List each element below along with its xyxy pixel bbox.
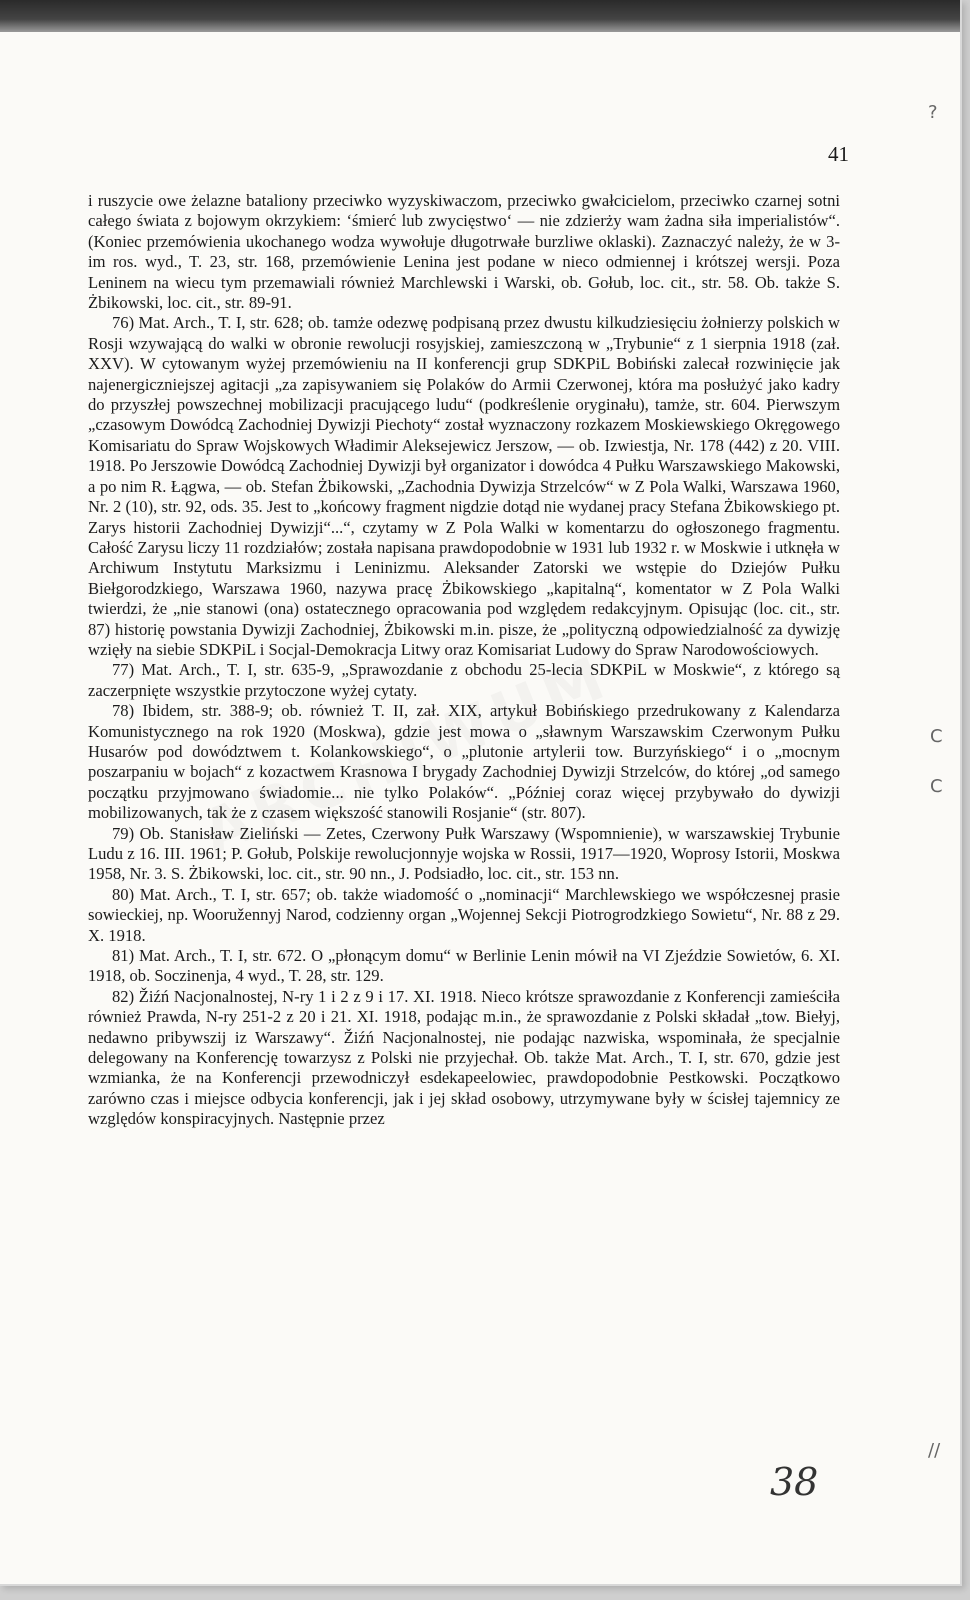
footnote-78: 78) Ibidem, str. 388-9; ob. również T. II, zał. XIX, artykuł Bobińskiego przedrukowany z Kalendarza Komunistycznego na rok 1920 (Moskwa), gdzie jest mowa o „sławnym Warszawskim Czerwonym Pułku Husarów pod dowództwem t. Kolankowskiego“, o „plutonie artylerii tow. Burzyńskiego“ i o „mocnym poszarpaniu w bojach“ z kozactwem Krasnowa I brygady Zachodniej Dywizji Strzelców, do której „od samego początku przyjmowano świadomie... nie tylko Polaków“. „Później coraz więcej przybywało do dywizji mobilizowanych, tak że z czasem większość stanowili Rosjanie“ (str. 807). [88, 701, 840, 823]
footnote-79: 79) Ob. Stanisław Zieliński — Zetes, Czerwony Pułk Warszawy (Wspomnienie), w warszawskiej Trybunie Ludu z 16. III. 1961; P. Gołub, Polskije rewolucjonnyje wojska w Rossii, 1917—1920, Woprosy Istorii, Moskwa 1958, Nr. 3. S. Żbikowski, loc. cit., str. 90 nn., J. Podsiadło, loc. cit., str. 153 nn. [88, 823, 840, 884]
footnotes-body [88, 191, 840, 1130]
margin-mark-3: C [930, 776, 943, 797]
margin-mark-4: // [928, 1440, 941, 1461]
paragraph-continuation: i ruszycie owe żelazne bataliony przeciwko wyzyskiwaczom, przeciwko gwałcicielom, przeciwko czarnej sotni całego świata z bojowym okrzykiem: ‘śmierć lub zwycięstwo‘ — nie zdzierży wam żadna siła imperialistów“. (Koniec przemówienia ukochanego wodza wywołuje długotrwałe burzliwe oklaski). Zaznaczyć należy, że w 3-im ros. wyd., T. 23, str. 168, przemówienie Lenina jest podane w nieco odmiennej i krótszej wersji. Poza Leninem na wiecu tym przemawiali również Marchlewski i Warski, ob. Gołub, loc. cit., str. 58. Ob. także S. Żbikowski, loc. cit., str. 89-91. [88, 191, 840, 313]
scan-top-edge [0, 0, 960, 32]
footnote-77: 77) Mat. Arch., T. I, str. 635-9, „Sprawozdanie z obchodu 25-lecia SDKPiL w Moskwie“, z którego są zaczerpnięte wszystkie przytoczone wyżej cytaty. [88, 660, 840, 700]
footnote-81: 81) Mat. Arch., T. I, str. 672. O „płonącym domu“ w Berlinie Lenin mówił na VI Zjeździe Sowietów, 6. XI. 1918, ob. Soczinenja, 4 wyd., T. 28, str. 129. [88, 946, 840, 986]
footnote-80: 80) Mat. Arch., T. I, str. 657; ob. także wiadomość o „nominacji“ Marchlewskiego we współczesnej prasie sowieckiej, np. Wooružennyj Narod, codzienny organ „Wojennej Sekcji Piotrogrodzkiego Sowietu“, Nr. 88 z 29. X. 1918. [88, 884, 840, 945]
page-number: 41 [828, 142, 849, 166]
footnote-76: 76) Mat. Arch., T. I, str. 628; ob. tamże odezwę podpisaną przez dwustu kilkudziesięciu żołnierzy polskich w Rosji wzywającą do walki w obronie rewolucji rosyjskiej, zamieszczoną w „Trybunie“ z 1 sierpnia 1918 (zał. XXV). W cytowanym wyżej przemówieniu na II konferencji grup SDKPiL Bobiński zalecał rozwinięcie jak najenergiczniejszej agitacji „za zapisywaniem się Polaków do Armii Czerwonej, która ma posłużyć jako kadry do przyszłej powszechnej mobilizacji pracującego ludu“ (podkreślenie oryginału), tamże, str. 604. Pierwszym „czasowym Dowódcą Zachodniej Dywizji Piechoty“ został wyznaczony rozkazem Moskiewskiego Okręgowego Komisariatu do Spraw Wojskowych Władimir Aleksejewicz Jerszow, — ob. Izwiestja, Nr. 178 (442) z 20. VIII. 1918. Po Jerszowie Dowódcą Zachodniej Dywizji był organizator i dowódca 4 Pułku Warszawskiego Makowski, a po nim R. Łągwa, — ob. Stefan Żbikowski, „Zachodnia Dywizja Strzelców“ w Z Pola Walki, Warszawa 1960, Nr. 2 (10), str. 92, ods. 35. Jest to „końcowy fragment nigdzie dotąd nie wydanej pracy Stefana Żbikowskiego pt. Zarys historii Zachodniej Dywizji“...“, czytamy w Z Pola Walki w komentarzu do ogłoszonego fragmentu. Całość Zarysu liczy 11 rozdziałów; została napisana prawdopodobnie w 1931 lub 1932 r. w Moskwie i utknęła w Archiwum Instytutu Marksizmu i Leninizmu. Aleksander Zatorski we wstępie do Dziejów Pułku Biełgorodzkiego, Warszawa 1960, nazywa pracę Żbikowskiego „kapitalną“, komentator w Z Pola Walki twierdzi, że „nie stanowi (ona) ostatecznego opracowania pod względem redakcyjnym. Opisując (loc. cit., str. 87) historię powstania Dywizji Zachodniej, Żbikowski m.in. pisze, że „polityczną odpowiedzialność za dywizję wzięły na siebie SDKPiL i Socjal-Demokracja Litwy oraz Komisariat Ludowy do Spraw Narodowościowych. [88, 313, 840, 659]
margin-mark-2: C [930, 726, 943, 747]
margin-mark-1: ? [928, 102, 938, 123]
footnote-82: 82) Žiźń Nacjonalnostej, N-ry 1 i 2 z 9 i 17. XI. 1918. Nieco krótsze sprawozdanie z Konferencji zamieściła również Prawda, N-ry 251-2 z 20 i 21. XI. 1918, podając m.in., że sprawozdanie z Polski składał „tow. Biełyj, nedawno pribywszij iz Warszawy“. Žiźń Nacjonalnostej, nie podając nazwiska, wspominała, że specjalnie delegowany na Konferencję towarzysz z Polski nie przyjechał. Ob. także Mat. Arch., T. I, str. 670, gdzie jest wzmianka, że na Konferencji przewodniczył esdekapeelowiec, prawdopodobnie Pestkowski. Początkowo zarówno czas i miejsce odbycia konferencji, jak i jej skład osobowy, utrzymywane były w ścisłej tajemnicy ze względów konspiracyjnych. Następnie przez [88, 986, 840, 1129]
handwritten-note: 38 [770, 1460, 819, 1504]
